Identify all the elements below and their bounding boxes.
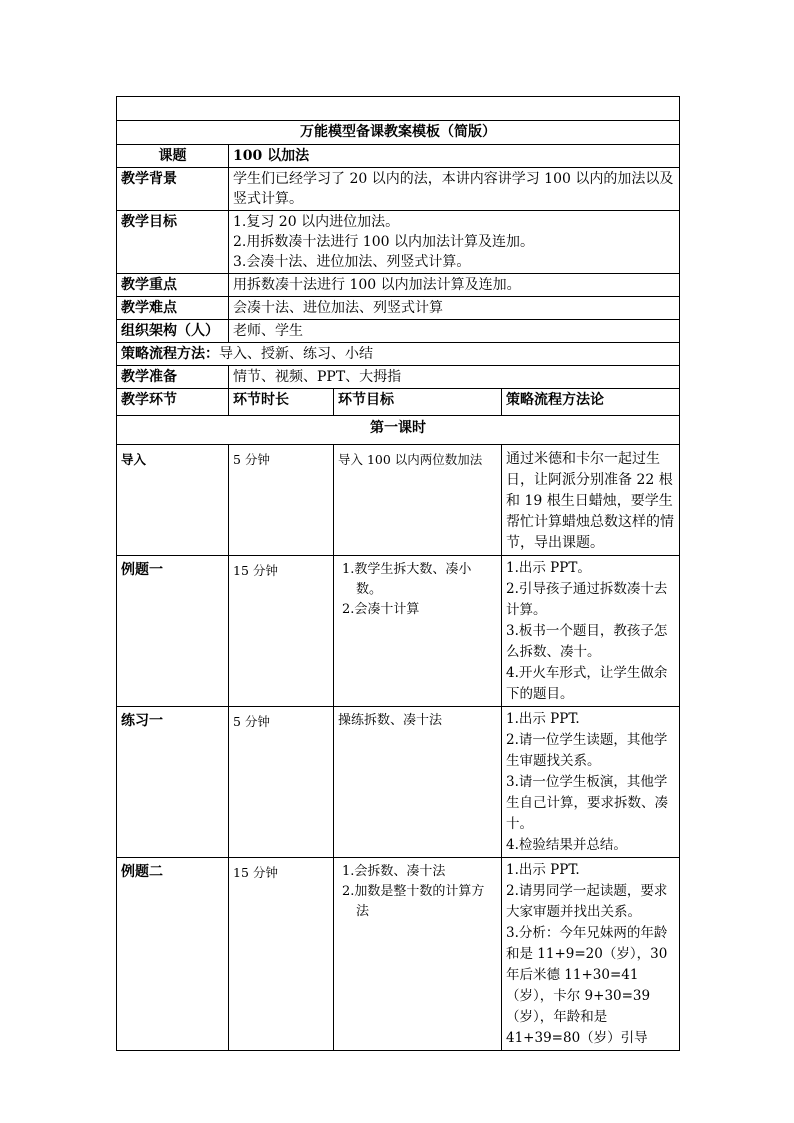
info-label: 教学目标 xyxy=(117,211,229,274)
step-row-example-2 xyxy=(117,858,680,1051)
step-name: 练习一 xyxy=(117,707,229,858)
goal-line: 3.会凑十法、进位加法、列竖式计算。 xyxy=(233,254,471,270)
step-row-example-1 xyxy=(117,556,680,707)
section-title: 第一课时 xyxy=(117,416,680,445)
method-line: 3.板书一个题目，教孩子怎么拆数、凑十。 xyxy=(506,623,668,660)
goal-line: 导入 100 以内两位数加法 xyxy=(338,452,483,467)
info-value: 学生们已经学习了 20 以内的法，本讲内容讲学习 100 以内的加法以及竖式计算。 xyxy=(229,168,680,211)
step-methods xyxy=(502,445,680,556)
blank-cell xyxy=(117,97,680,121)
method-line: 2.请一位学生读题，其他学生审题找关系。 xyxy=(506,732,668,769)
info-label: 组织架构（人） xyxy=(117,320,229,343)
step-duration: 5 分钟 xyxy=(229,707,334,858)
method-line: 2.请男同学一起读题，要求大家审题并找出关系。 xyxy=(506,883,668,920)
step-goals xyxy=(334,707,502,858)
goal-line: 操练拆数、凑十法 xyxy=(338,713,443,728)
step-methods xyxy=(502,858,680,1051)
method-line: 1.出示 PPT. xyxy=(506,711,580,727)
method-line: 1.出示 PPT. xyxy=(506,862,580,878)
info-value xyxy=(229,211,680,274)
document-title: 万能模型备课教案模板（简版） xyxy=(117,121,680,145)
title-row xyxy=(117,121,680,145)
section-row xyxy=(117,416,680,445)
goal-line: 1.复习 20 以内进位加法。 xyxy=(233,214,400,230)
info-row-key-points xyxy=(117,274,680,297)
step-goals xyxy=(334,445,502,556)
step-row-practice-1 xyxy=(117,707,680,858)
blank-top-row xyxy=(117,97,680,121)
info-strategy-cell xyxy=(117,343,680,366)
step-duration: 5 分钟 xyxy=(229,445,334,556)
column-header: 环节目标 xyxy=(334,389,502,416)
info-value: 100 以加法 xyxy=(229,145,680,168)
step-duration: 15 分钟 xyxy=(229,556,334,707)
info-value: 情节、视频、PPT、大拇指 xyxy=(229,366,680,389)
column-header: 策略流程方法论 xyxy=(502,389,680,416)
step-row-intro xyxy=(117,445,680,556)
method-line: 通过米德和卡尔一起过生日，让阿派分别准备 22 根和 19 根生日蜡烛，要学生帮忙计算蜡烛总数这样的情节，导出课题。 xyxy=(506,451,674,551)
info-label: 教学难点 xyxy=(117,297,229,320)
step-duration: 15 分钟 xyxy=(229,858,334,1051)
goal-line: 2.加数是整十数的计算方法 xyxy=(342,884,485,919)
step-goals xyxy=(334,858,502,1051)
column-header: 教学环节 xyxy=(117,389,229,416)
info-label: 策略流程方法： xyxy=(121,346,219,362)
info-row-strategy xyxy=(117,343,680,366)
info-label: 教学准备 xyxy=(117,366,229,389)
column-header: 环节时长 xyxy=(229,389,334,416)
column-header-row xyxy=(117,389,680,416)
step-methods xyxy=(502,707,680,858)
method-line: 3.请一位学生板演，其他学生自己计算，要求拆数、凑十。 xyxy=(506,774,668,832)
goal-line: 2.用拆数凑十法进行 100 以内加法计算及连加。 xyxy=(233,234,534,250)
info-label: 课题 xyxy=(117,145,229,168)
method-line: 4.检验结果并总结。 xyxy=(506,837,627,853)
info-value: 老师、学生 xyxy=(229,320,680,343)
step-name: 导入 xyxy=(117,445,229,556)
info-row-topic xyxy=(117,145,680,168)
method-line: 4.开火车形式，让学生做余下的题目。 xyxy=(506,665,668,702)
info-label: 教学重点 xyxy=(117,274,229,297)
info-value: 导入、授新、练习、小结 xyxy=(219,346,373,362)
info-value: 用拆数凑十法进行 100 以内加法计算及连加。 xyxy=(229,274,680,297)
step-methods xyxy=(502,556,680,707)
goal-line: 1.会拆数、凑十法 xyxy=(342,864,446,879)
goal-line: 1.教学生拆大数、凑小数。 xyxy=(342,562,472,597)
info-row-difficulties xyxy=(117,297,680,320)
info-row-background xyxy=(117,168,680,211)
info-row-preparation xyxy=(117,366,680,389)
info-row-organization xyxy=(117,320,680,343)
step-goals xyxy=(334,556,502,707)
method-line: 2.引导孩子通过拆数凑十去计算。 xyxy=(506,581,668,618)
info-label: 教学背景 xyxy=(117,168,229,211)
step-name: 例题二 xyxy=(117,858,229,1051)
info-row-goals xyxy=(117,211,680,274)
method-line: 1.出示 PPT。 xyxy=(506,560,591,576)
step-name: 例题一 xyxy=(117,556,229,707)
method-line: 3.分析：今年兄妹两的年龄和是 11+9=20（岁），30 年后米德 11+30=41（岁），卡尔 9+30=39（岁），年龄和是 41+39=80（岁）引导 xyxy=(506,925,668,1046)
lesson-plan-table xyxy=(116,96,680,1051)
info-value: 会凑十法、进位加法、列竖式计算 xyxy=(229,297,680,320)
goal-line: 2.会凑十计算 xyxy=(342,602,420,617)
